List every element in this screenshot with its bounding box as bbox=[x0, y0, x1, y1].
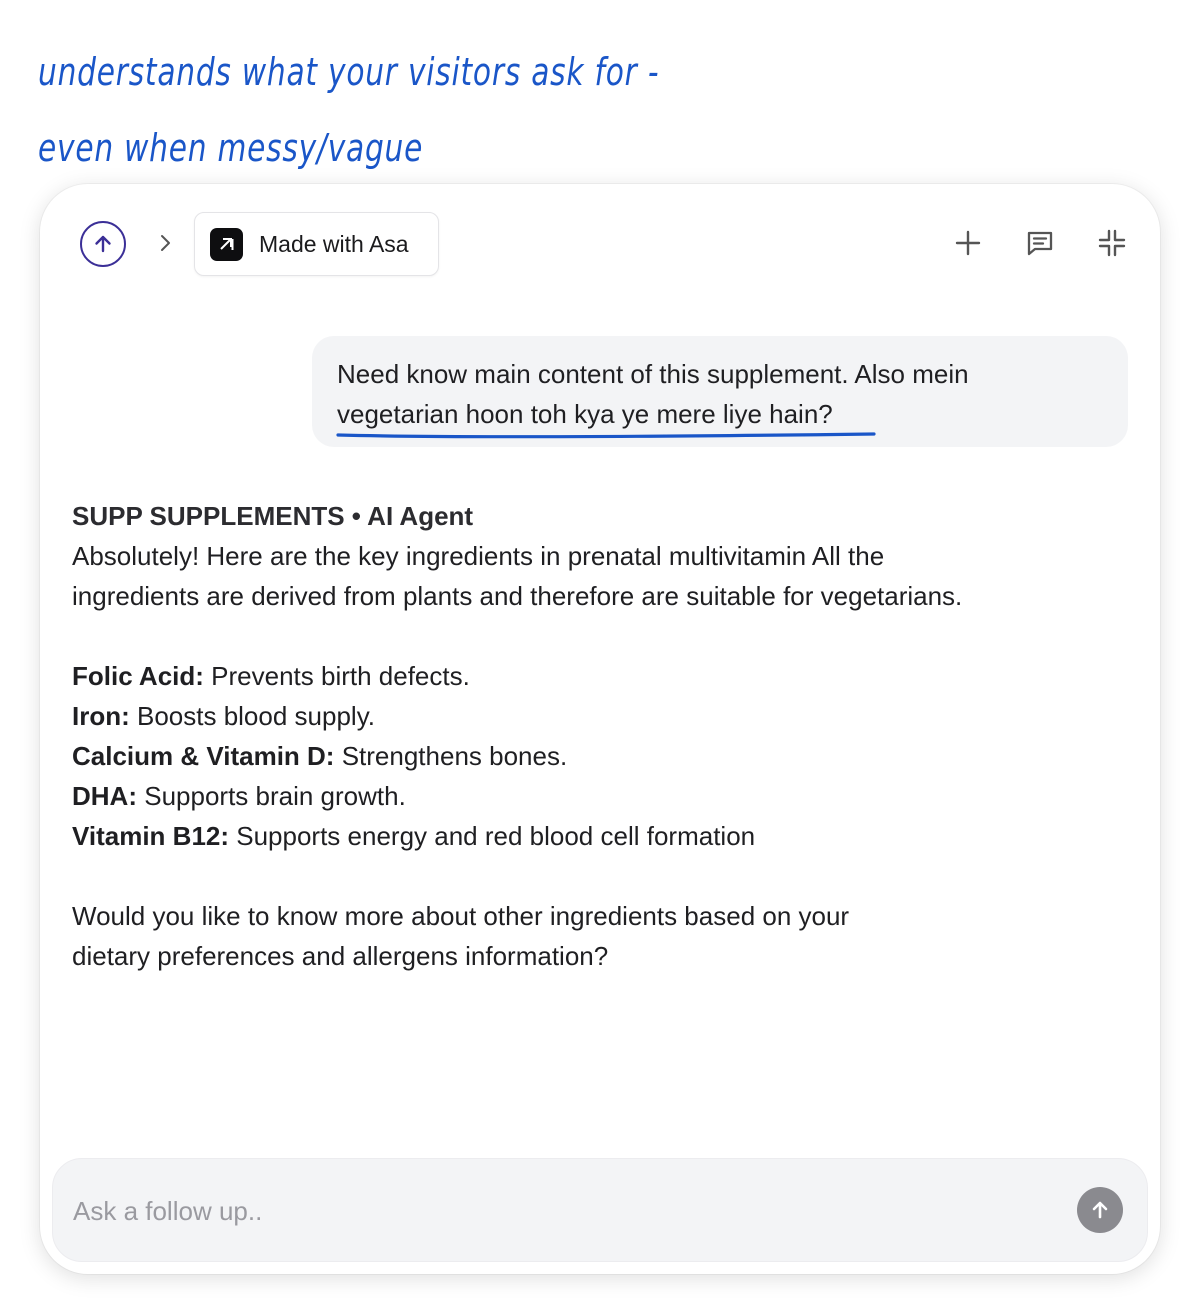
ingredient-item: Iron: Boosts blood supply. bbox=[72, 701, 375, 731]
agent-sender: SUPP SUPPLEMENTS • AI Agent bbox=[72, 501, 474, 531]
user-message-line-1: Need know main content of this supplement. Also mein bbox=[337, 359, 969, 389]
asa-logo-icon bbox=[210, 228, 243, 261]
send-button[interactable] bbox=[1077, 1187, 1123, 1233]
ingredient-item: DHA: Supports brain growth. bbox=[72, 781, 406, 811]
agent-intro-line-1: Absolutely! Here are the key ingredients in prenatal multivitamin All the bbox=[72, 541, 885, 571]
ingredient-item: Vitamin B12: Supports energy and red blood cell formation bbox=[72, 821, 756, 851]
plus-icon[interactable] bbox=[951, 226, 985, 260]
chat-widget bbox=[40, 184, 1160, 1274]
follow-up-input[interactable] bbox=[73, 1189, 1033, 1233]
user-message-line-2: vegetarian hoon toh kya ye mere liye hain? bbox=[337, 399, 833, 429]
arrow-up-icon bbox=[1088, 1198, 1112, 1222]
chat-bubble-icon[interactable] bbox=[1023, 226, 1057, 260]
ingredient-item: Calcium & Vitamin D: Strengthens bones. bbox=[72, 741, 568, 771]
annotation-line-1: understands what your visitors ask for - bbox=[38, 50, 660, 94]
annotation-line-2: even when messy/vague bbox=[38, 126, 424, 170]
widget-header bbox=[40, 184, 1160, 304]
handwritten-annotation bbox=[38, 34, 660, 186]
made-with-label: Made with Asa bbox=[259, 230, 409, 257]
chevron-right-icon[interactable] bbox=[154, 232, 176, 254]
agent-message bbox=[72, 496, 1132, 976]
agent-outro-line-2: dietary preferences and allergens information? bbox=[72, 941, 609, 971]
handwritten-underline bbox=[336, 431, 876, 439]
composer bbox=[52, 1158, 1148, 1262]
made-with-asa-badge[interactable] bbox=[194, 212, 439, 276]
agent-intro-line-2: ingredients are derived from plants and therefore are suitable for vegetarians. bbox=[72, 581, 963, 611]
ingredient-item: Folic Acid: Prevents birth defects. bbox=[72, 661, 470, 691]
arrow-up-circle-icon[interactable] bbox=[80, 221, 126, 267]
arrow-up-glyph bbox=[91, 232, 115, 256]
collapse-icon[interactable] bbox=[1095, 226, 1129, 260]
agent-outro-line-1: Would you like to know more about other ingredients based on your bbox=[72, 901, 850, 931]
